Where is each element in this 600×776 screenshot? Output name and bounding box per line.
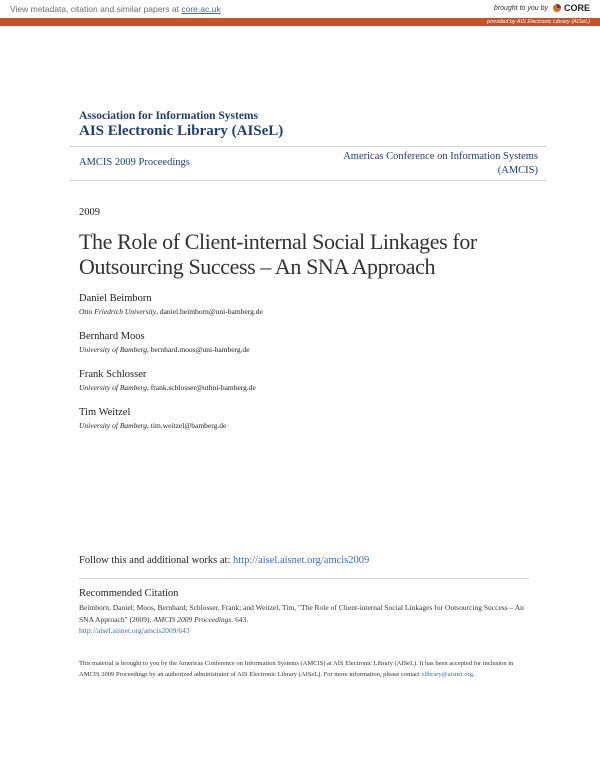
author-institution: University of Bamberg	[79, 383, 148, 392]
provided-text: provided by AIS Electronic Library (AISeL)	[487, 19, 590, 25]
follow-works	[79, 555, 369, 566]
core-metadata-notice	[10, 4, 221, 14]
conference-link[interactable]	[298, 150, 538, 178]
author-email: , tim.weitzel@bamberg.de	[147, 421, 227, 430]
author-institution: Otto Friedrich University	[79, 307, 157, 316]
core-logo-icon	[552, 3, 562, 13]
core-notice-text: View metadata, citation and similar papers at	[10, 4, 179, 14]
publisher-name[interactable]: Association for Information Systems	[79, 110, 258, 122]
author-entry	[79, 292, 539, 317]
follow-link[interactable]: http://aisel.aisnet.org/amcis2009	[233, 555, 370, 566]
citation-venue: AMCIS 2009 Proceedings	[153, 614, 232, 624]
notice-text: This material is brought to you by the Americas Conference on Information Systems (AMCIS) at AIS Electronic Library (AISeL). It has been accepted for inclusion in AMCIS 2009 Proceedings by an authorized administrator of AIS Electronic Library (AISeL). For more information, please contact	[79, 660, 514, 678]
citation-link[interactable]: http://aisel.aisnet.org/amcis2009/643	[79, 626, 190, 635]
divider-citation	[79, 578, 529, 579]
contact-email[interactable]: elibrary@aisnet.org	[421, 670, 473, 678]
author-affiliation	[79, 306, 539, 317]
author-email: , bernhard.moos@uni-bamberg.de	[147, 345, 250, 354]
author-entry	[79, 368, 539, 393]
brought-text: brought to you by	[493, 4, 548, 12]
author-name: Daniel Beimborn	[79, 293, 152, 304]
author-affiliation	[79, 344, 539, 355]
divider-bottom	[70, 180, 546, 181]
author-name: Bernhard Moos	[79, 331, 145, 342]
citation-text: Beimborn, Daniel; Moos, Bernhard; Schlosser, Frank; and Weitzel, Tim, "The Role of Client-internal Social Linkages for Outsourcing Success – An SNA Approach" (2009).	[79, 603, 524, 624]
author-name: Tim Weitzel	[79, 407, 131, 418]
author-affiliation	[79, 420, 539, 431]
divider-top	[70, 146, 546, 147]
core-logo-text: CORE	[563, 3, 590, 13]
library-name[interactable]: AIS Electronic Library (AISeL)	[79, 123, 284, 139]
conference-name: Americas Conference on Information Systems	[343, 151, 538, 162]
availability-notice	[79, 659, 529, 680]
follow-text: Follow this and additional works at:	[79, 555, 233, 566]
publisher-header	[79, 110, 283, 140]
core-link[interactable]: core.ac.uk	[181, 4, 221, 14]
citation-suffix: . 643.	[231, 614, 249, 624]
author-entry	[79, 406, 539, 431]
publication-year: 2009	[79, 207, 100, 218]
author-email: , frank.schlosser@uthni-bamberg.de	[147, 383, 256, 392]
paper-title: The Role of Client-internal Social Linkages for Outsourcing Success – An SNA Approach	[79, 229, 477, 279]
brought-to-you-by	[494, 3, 590, 13]
core-logo[interactable]	[552, 3, 590, 13]
recommended-citation	[79, 602, 529, 637]
provided-by-bar	[0, 18, 600, 26]
recommended-citation-heading: Recommended Citation	[79, 588, 179, 599]
conference-abbrev: (AMCIS)	[497, 165, 538, 176]
proceedings-link[interactable]: AMCIS 2009 Proceedings	[79, 157, 190, 168]
author-affiliation	[79, 382, 539, 393]
notice-end: .	[472, 670, 475, 678]
author-email: , daniel.beimborn@uni-bamberg.de	[156, 307, 263, 316]
author-institution: University of Bamberg	[79, 421, 148, 430]
author-institution: University of Bamberg	[79, 345, 148, 354]
author-list	[79, 292, 539, 444]
author-name: Frank Schlosser	[79, 369, 147, 380]
author-entry	[79, 330, 539, 355]
